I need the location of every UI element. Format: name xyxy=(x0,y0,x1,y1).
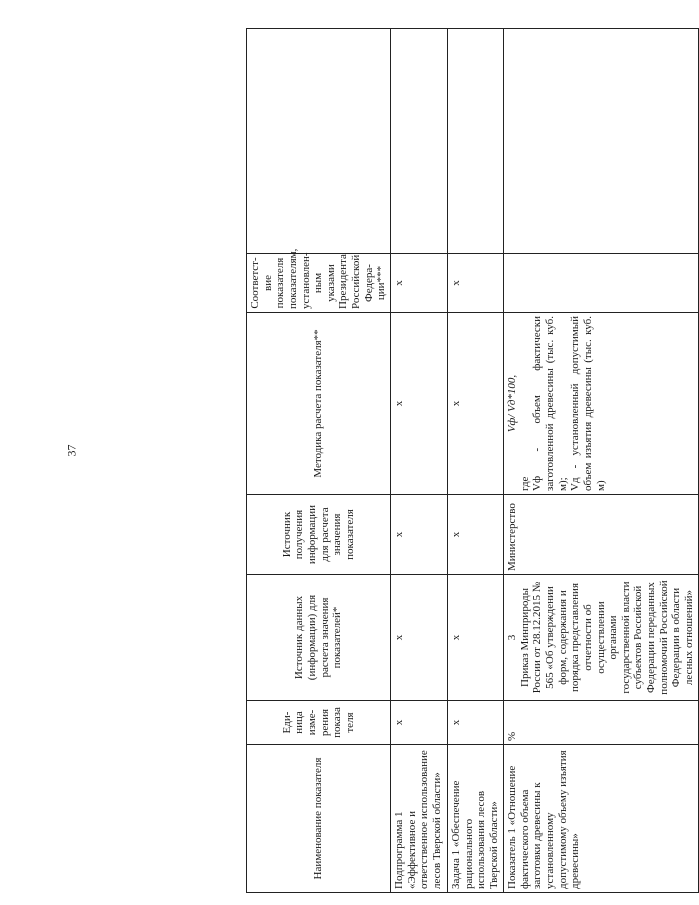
indicators-table xyxy=(246,28,699,893)
method-definition-1: Vф - объем фактически заготовленной древесины (тыс. куб. м); xyxy=(531,316,569,491)
row-method: х xyxy=(391,313,448,495)
row-relevance xyxy=(504,254,699,313)
header-relevance: Соответст-вие показателя показателям, установлен-ным указами Президента Российской Федера-ции*** xyxy=(247,254,391,313)
row-info-source: х xyxy=(391,495,448,575)
header-unit: Еди-ница изме-рения показа теля xyxy=(247,701,391,745)
row-unit: х xyxy=(391,701,448,745)
row-unit: % xyxy=(504,701,699,745)
row-method-cell xyxy=(504,313,699,495)
header-rest xyxy=(247,29,391,254)
row-name: Показатель 1 «Отношение фактического объема заготовки древесины к установленному допустимому объему изъятия древесины» xyxy=(504,745,699,893)
row-source: х xyxy=(391,575,448,701)
row-source-number: 3 xyxy=(506,634,519,641)
row-source: х xyxy=(448,575,504,701)
row-source: Приказ Минприроды России от 28.12.2015 № 565 «Об утверждении форм, содержания и порядка представления отчетности об осуществлении органами государственной власти субъектов Российской Федерации переданных полномочий Российской Федерации в области лесных отношений» xyxy=(518,580,696,695)
header-info-source: Источник получения информации для расчета значения показателя xyxy=(247,495,391,575)
row-info-source: Министерство xyxy=(504,495,699,575)
table-row xyxy=(504,29,699,893)
method-where: где xyxy=(518,476,531,491)
row-info-source: х xyxy=(448,495,504,575)
method-definition-2: Vд - установленный допустимый объем изъятия древесины (тыс. куб. м) xyxy=(569,316,607,491)
row-rest xyxy=(391,29,448,254)
row-source-cell xyxy=(504,575,699,701)
header-name: Наименование показателя xyxy=(247,745,391,893)
row-relevance: х xyxy=(448,254,504,313)
table-row xyxy=(391,29,448,893)
header-source: Источник данных (информации) для расчета значения показателей* xyxy=(247,575,391,701)
row-name: Задача 1 «Обеспечение рационального использования лесов Тверской области» xyxy=(448,745,504,893)
table-row xyxy=(448,29,504,893)
header-method: Методика расчета показателя** xyxy=(247,313,391,495)
indicators-table-wrapper xyxy=(246,28,696,893)
row-unit: х xyxy=(448,701,504,745)
row-method: х xyxy=(448,313,504,495)
row-name: Подпрограмма 1 «Эффективное и ответственное использование лесов Тверской области» xyxy=(391,745,448,893)
row-rest xyxy=(448,29,504,254)
page-number: 37 xyxy=(64,444,79,457)
method-formula: Vф/ Vд*100, xyxy=(506,374,519,433)
row-rest xyxy=(504,29,699,254)
table-header-row xyxy=(247,29,391,893)
row-relevance: х xyxy=(391,254,448,313)
